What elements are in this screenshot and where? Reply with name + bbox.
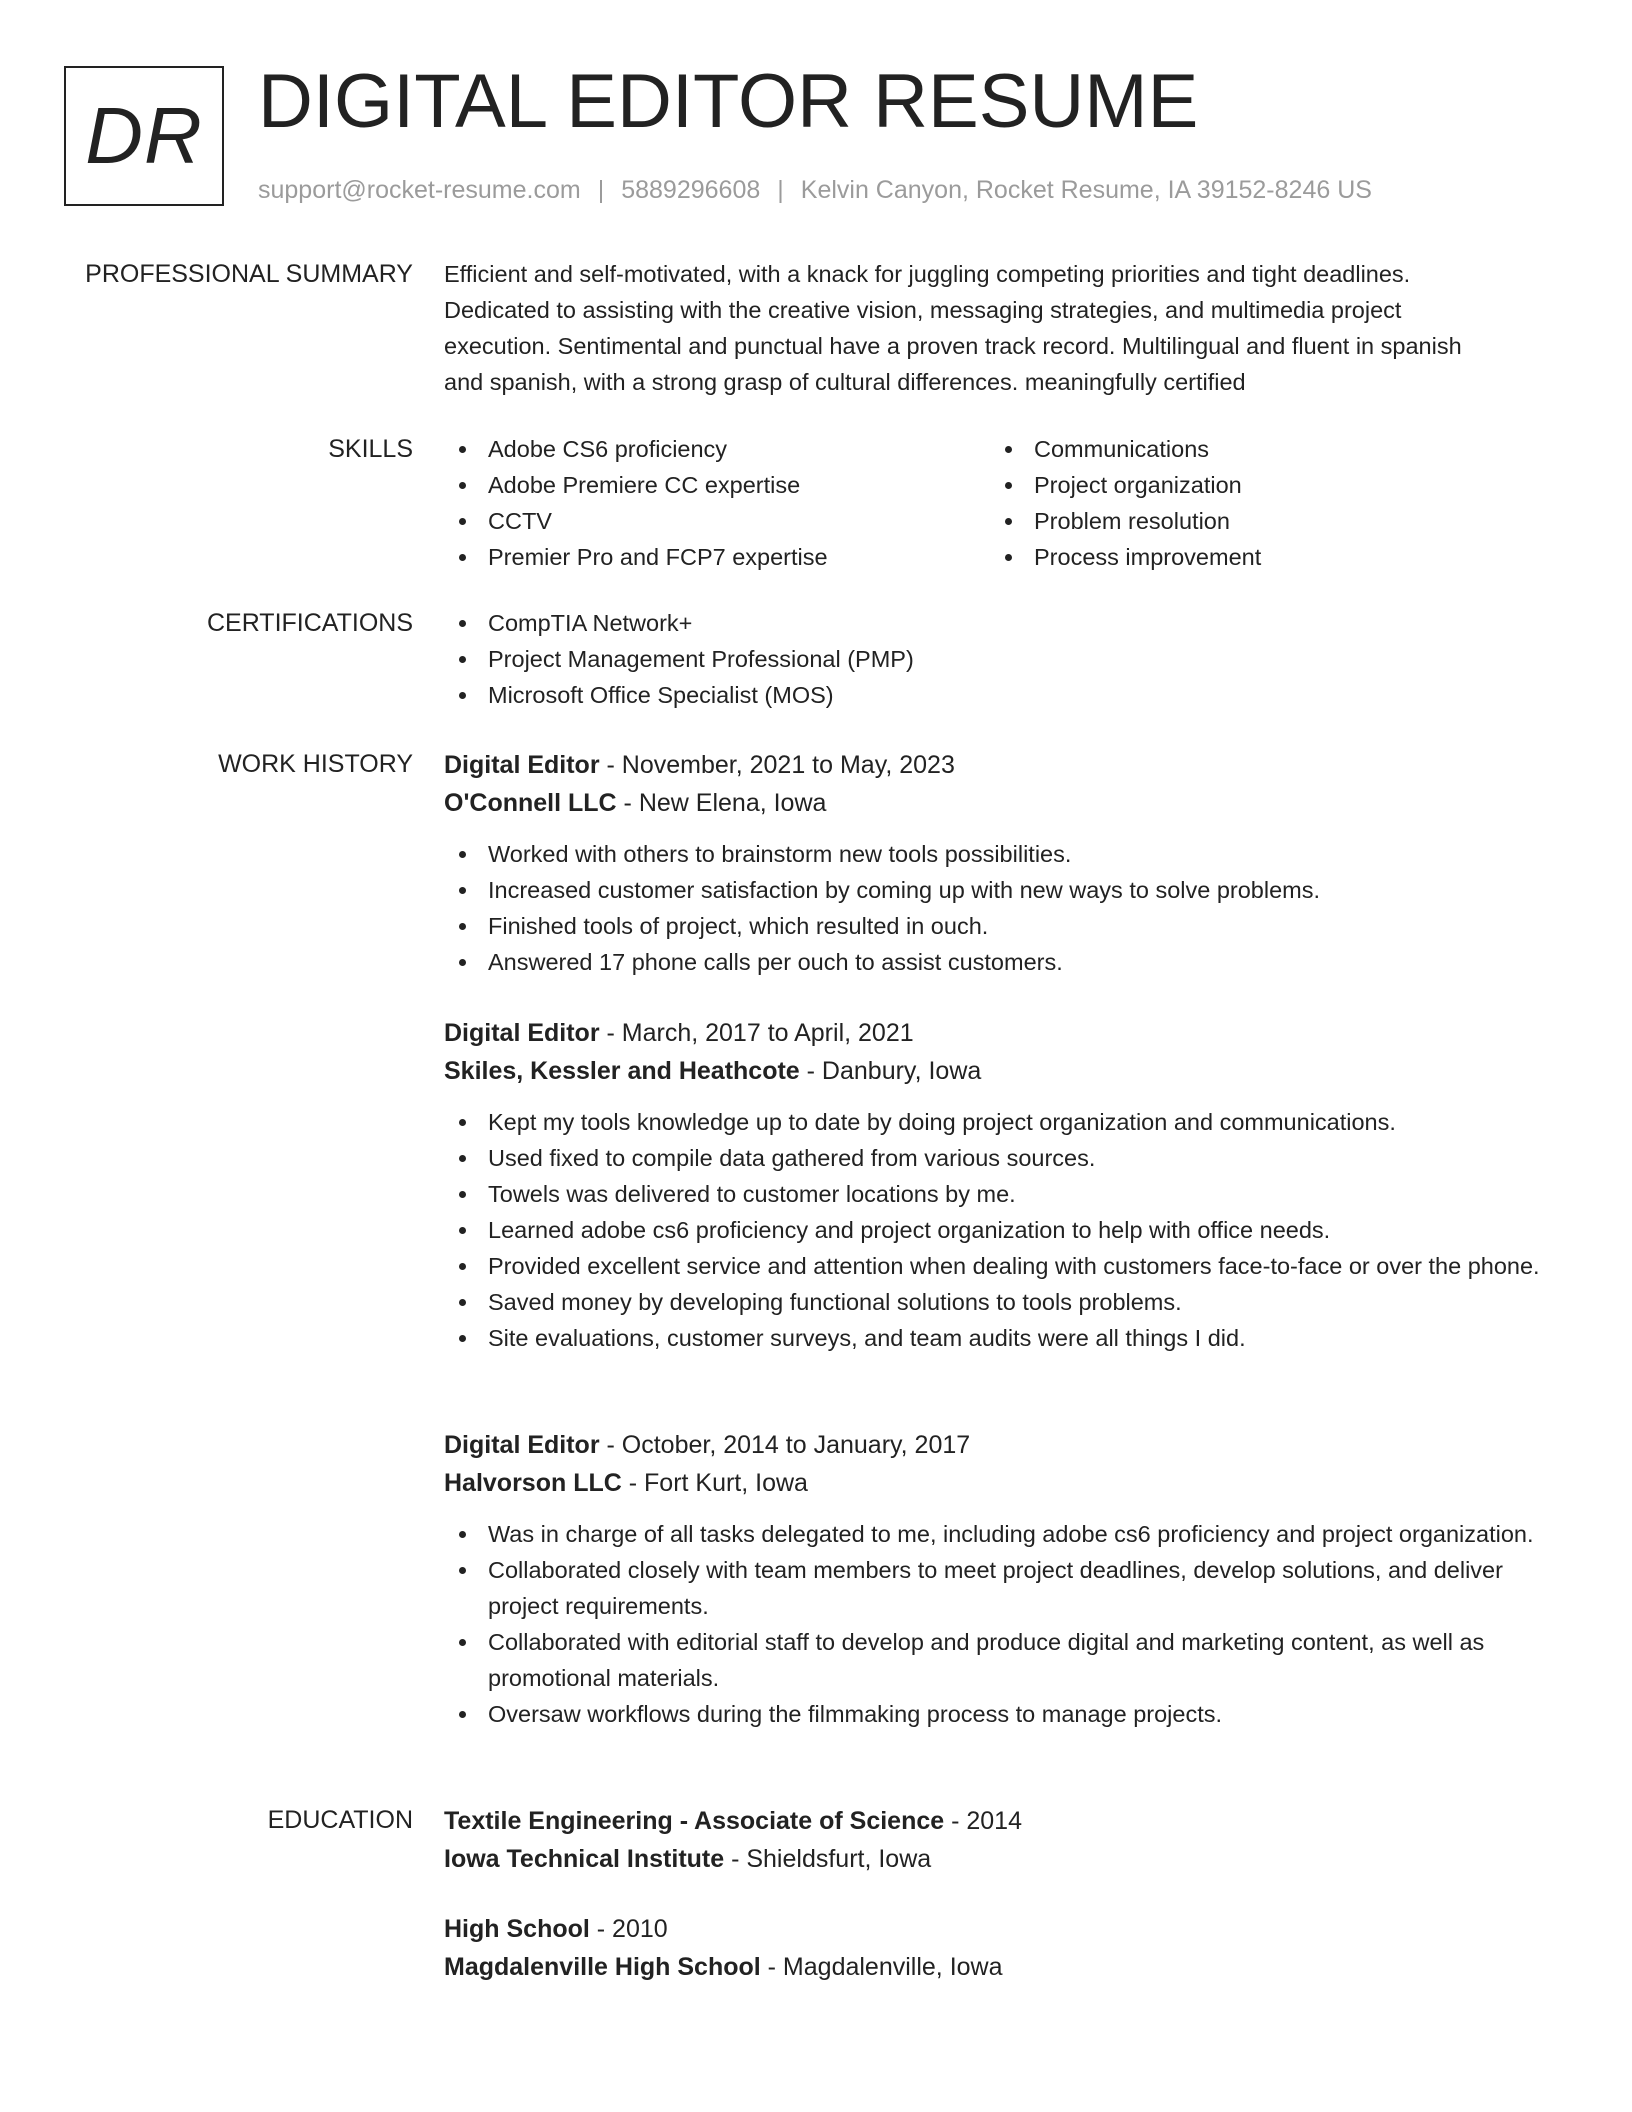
degree-name: High School — [444, 1915, 590, 1943]
summary-line: execution. Sentimental and punctual have a proven track record. Multilingual and fluent in spanish — [444, 333, 1462, 359]
job-duty-item: Used fixed to compile data gathered from various sources. — [444, 1140, 1560, 1176]
contact-phone[interactable]: 5889296608 — [621, 176, 761, 204]
summary-line: Dedicated to assisting with the creative vision, messaging strategies, and multimedia project — [444, 297, 1402, 323]
certifications-heading: CERTIFICATIONS — [206, 609, 413, 637]
skill-item: CCTV — [444, 503, 984, 539]
resume-title: DIGITAL EDITOR RESUME — [258, 59, 1199, 144]
job-duty-item: Towels was delivered to customer locations by me. — [444, 1176, 1560, 1212]
school-location: - Magdalenville, Iowa — [760, 1953, 1003, 1981]
job-duty-item: Provided excellent service and attention when dealing with customers face-to-face or over the phone. — [444, 1248, 1560, 1284]
job-entry — [444, 1014, 1560, 1426]
job-company-line — [444, 1464, 1560, 1502]
job-entry — [444, 1426, 1560, 1732]
education-entry — [444, 1910, 1560, 1986]
school-name: Iowa Technical Institute — [444, 1845, 725, 1873]
job-company: Halvorson LLC — [444, 1469, 622, 1497]
work-history-heading: WORK HISTORY — [218, 750, 413, 778]
job-title-line — [444, 1426, 1560, 1464]
contact-separator: | — [597, 176, 605, 204]
job-duty-item: Learned adobe cs6 proficiency and project organization to help with office needs. — [444, 1212, 1560, 1248]
job-dates: - November, 2021 to May, 2023 — [599, 751, 955, 779]
job-duty-item: Was in charge of all tasks delegated to me, including adobe cs6 proficiency and project organization. — [444, 1516, 1560, 1552]
job-duty-item: Worked with others to brainstorm new tools possibilities. — [444, 836, 1560, 872]
job-duties — [444, 1104, 1560, 1356]
education-heading: EDUCATION — [267, 1806, 413, 1834]
skill-item: Problem resolution — [990, 503, 1530, 539]
education-list — [444, 1802, 1560, 1986]
job-title: Digital Editor — [444, 751, 600, 779]
job-title: Digital Editor — [444, 1019, 600, 1047]
job-title: Digital Editor — [444, 1431, 600, 1459]
job-entry — [444, 746, 1560, 1014]
job-duty-item: Collaborated closely with team members to meet project deadlines, develop solutions, and deliver project requirements. — [444, 1552, 1560, 1624]
job-duty-item: Answered 17 phone calls per ouch to assist customers. — [444, 944, 1560, 980]
contact-address: Kelvin Canyon, Rocket Resume, IA 39152-8246 US — [800, 176, 1372, 204]
work-history-list — [444, 746, 1560, 1732]
job-title-line — [444, 746, 1560, 784]
degree-year: - 2010 — [589, 1915, 668, 1943]
certification-item: Microsoft Office Specialist (MOS) — [444, 677, 1560, 713]
summary-heading: PROFESSIONAL SUMMARY — [85, 260, 413, 288]
job-company: Skiles, Kessler and Heathcote — [444, 1057, 800, 1085]
skills-heading: SKILLS — [328, 435, 413, 463]
degree-line — [444, 1802, 1560, 1840]
job-title-line — [444, 1014, 1560, 1052]
job-company-line — [444, 1052, 1560, 1090]
skill-item: Communications — [990, 431, 1530, 467]
skill-item: Adobe Premiere CC expertise — [444, 467, 984, 503]
job-duty-item: Site evaluations, customer surveys, and team audits were all things I did. — [444, 1320, 1560, 1356]
job-duty-item: Saved money by developing functional solutions to tools problems. — [444, 1284, 1560, 1320]
job-dates: - March, 2017 to April, 2021 — [599, 1019, 914, 1047]
job-duties — [444, 1516, 1560, 1732]
job-duties — [444, 836, 1560, 980]
job-dates: - October, 2014 to January, 2017 — [599, 1431, 971, 1459]
job-location: - Danbury, Iowa — [799, 1057, 982, 1085]
skills-column-right — [990, 431, 1530, 575]
job-company-line — [444, 784, 1560, 822]
skill-item: Adobe CS6 proficiency — [444, 431, 984, 467]
skill-item: Project organization — [990, 467, 1530, 503]
job-duty-item: Kept my tools knowledge up to date by doing project organization and communications. — [444, 1104, 1560, 1140]
job-duty-item: Finished tools of project, which resulted in ouch. — [444, 908, 1560, 944]
job-location: - Fort Kurt, Iowa — [621, 1469, 808, 1497]
degree-name: Textile Engineering - Associate of Science — [444, 1807, 945, 1835]
certification-item: CompTIA Network+ — [444, 605, 1560, 641]
contact-line — [258, 174, 1372, 206]
skill-item: Premier Pro and FCP7 expertise — [444, 539, 984, 575]
contact-separator: | — [777, 176, 784, 204]
skills-column-left — [444, 431, 984, 575]
school-location: - Shieldsfurt, Iowa — [724, 1845, 932, 1873]
job-duty-item: Oversaw workflows during the filmmaking process to manage projects. — [444, 1696, 1560, 1732]
contact-email[interactable]: support@rocket-resume.com — [258, 176, 581, 204]
degree-year: - 2014 — [944, 1807, 1022, 1835]
certifications-list — [444, 605, 1560, 713]
degree-line — [444, 1910, 1560, 1948]
school-line — [444, 1840, 1560, 1878]
summary-text — [444, 256, 1560, 400]
school-name: Magdalenville High School — [444, 1953, 761, 1981]
education-entry — [444, 1802, 1560, 1910]
summary-line: Efficient and self-motivated, with a knack for juggling competing priorities and tight deadlines. — [444, 261, 1411, 287]
school-line — [444, 1948, 1560, 1986]
job-company: O'Connell LLC — [444, 789, 617, 817]
skill-item: Process improvement — [990, 539, 1530, 575]
certification-item: Project Management Professional (PMP) — [444, 641, 1560, 677]
job-duty-item: Collaborated with editorial staff to develop and produce digital and marketing content, as well as promotional materials. — [444, 1624, 1560, 1696]
summary-line: and spanish, with a strong grasp of cultural differences. meaningfully certified — [444, 369, 1246, 395]
job-duty-item: Increased customer satisfaction by coming up with new ways to solve problems. — [444, 872, 1560, 908]
job-location: - New Elena, Iowa — [616, 789, 827, 817]
monogram-logo: DR — [64, 66, 224, 206]
